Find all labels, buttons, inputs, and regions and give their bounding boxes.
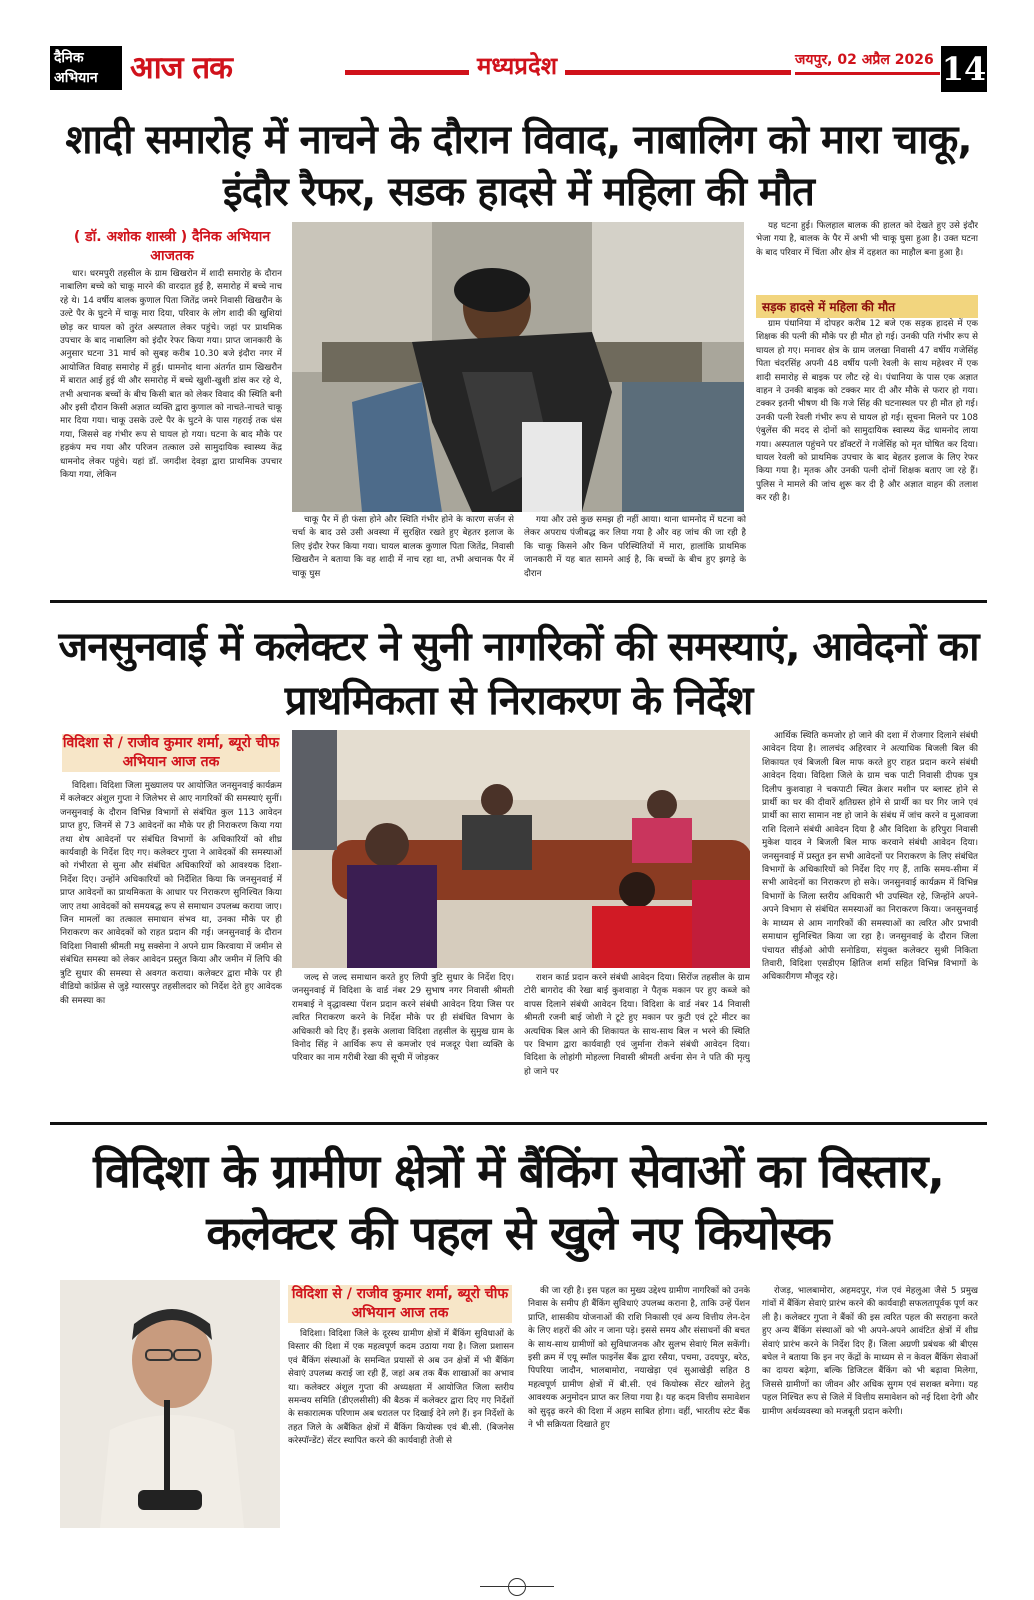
story1-col2-text: चाकू पैर में ही फंसा होने और स्थिति गंभीर होने के कारण सर्जन से चर्चा के बाद उसे उसी अवस्था में सुरक्षित रखते हुए बेहतर इलाज के लिए इंदौर रेफर किया गया। घायल बालक कुणाल पिता जितेंद्र, निवासी खिखरौन ने बताया कि वह शादी में नाच रहा था, तभी अचानक पैर में चाकू घुस (292, 515, 514, 579)
dateline: जयपुर, 02 अप्रैल 2026 (795, 52, 934, 68)
story2-col1-text: विदिशा। विदिशा जिला मुख्यालय पर आयोजित जनसुनवाई कार्यक्रम में कलेक्टर अंशुल गुप्ता ने जिलेभर से आए नागरिकों की समस्याएं सुनीं। जनसुनवाई के दौरान विभिन्न विभागों से संबंधित कुल 113 आवेदन प्राप्त हुए, जिनमें से 73 आवेदनों का मौके पर ही निराकरण किया गया तथा शेष आवेदनों पर संबंधित विभागों के अधिकारियों को शीघ्र कार्यवाही के निर्देश दिए गए। कलेक्टर गुप्ता ने आवेदकों की समस्याओं को गंभीरता से सुना और संबंधित अधिकारियों को आवश्यक दिशा-निर्देश दिए। उन्होंने अधिकारियों को निर्देशित किया कि जनसुनवाई में प्राप्त आवेदनों का प्राथमिकता के आधार पर निराकरण सुनिश्चित किया जाए तथा आवेदकों को समयबद्ध रूप से समाधान उपलब्ध कराया जाए। जिन मामलों का तत्काल समाधान संभव था, उनका मौके पर ही निराकरण कर आवेदकों को राहत प्रदान की गई। जनसुनवाई के दौरान विदिशा निवासी श्रीमती मधु सक्सेना ने अपने ग्राम किरवाया में जमीन से संबंधित समस्या को लेकर आवेदन प्रस्तुत किया और जमीन में लिपि की त्रुटि सुधार की समस्या से अवगत कराया। कलेक्टर द्वारा मौके पर ही वीडियो कांफ्रेंस से जुड़े ग्यारसपुर तहसीलदार को निर्देश देते हुए आवेदक की समस्या का (60, 781, 282, 1006)
registration-mark-icon (508, 1578, 526, 1596)
story2-column-2 (292, 972, 514, 1114)
story1-subhead: सड़क हादसे में महिला की मौत (756, 295, 978, 318)
hospital-photo-illustration (292, 222, 744, 512)
dateline-rule (795, 72, 940, 75)
section-divider-1 (50, 600, 987, 603)
story2-column-3 (524, 972, 750, 1114)
story2-column-4 (762, 730, 978, 1114)
story2-col2-text: जल्द से जल्द समाधान करते हुए लिपी त्रुटि सुधार के निर्देश दिए। जनसुनवाई में विदिशा के वार्ड नंबर 29 सुभाष नगर निवासी श्रीमती रामबाई ने वृद्धावस्था पेंशन प्रदान करने संबंधी आवेदन दिया जिस पर त्वरित निराकरण करने के निर्देश मौके पर ही संबंधित विभाग के अधिकारी को दिए हैं। इसके अलावा विदिशा तहसील के सुमुख ग्राम के विनोद सिंह ने आर्थिक रूप से कमजोर एवं मजदूर पेशा व्यक्ति के परिवार का नाम गरीबी रेखा की सूची में जोड़कर (292, 973, 514, 1064)
story3-column-3 (762, 1285, 978, 1568)
story1-col4b-text: ग्राम पंधानिया में दोपहर करीब 12 बजे एक सड़क हादसे में एक शिक्षक की पत्नी की मौके पर ही मौत हो गई। उनकी पति गंभीर रूप से घायल हो गए। मनावर क्षेत्र के ग्राम जलखा निवासी 47 वर्षीय गजेसिंह पिता चंदरसिंह अपनी 48 वर्षीय पत्नी रेवली के साथ महेश्वर में एक शादी समारोह से बाइक पर लौट रहे थे। पंधानिया के पास एक अज्ञात वाहन ने उनकी बाइक को टक्कर मार दी और मौके से फरार हो गया। टक्कर इतनी भीषण थी कि गजे सिंह की घटनास्थल पर ही मौत हो गई। उनकी पत्नी रेवली गंभीर रूप से घायल हो गई। सूचना मिलने पर 108 एंबुलेंस की मदद से दोनों को सामुदायिक स्वास्थ्य केंद्र धामनोद लाया गया। अस्पताल पहुंचने पर डॉक्टरों ने गजेसिंह को मृत घोषित कर दिया। घायल रेवली को प्राथमिक उपचार के बाद बेहतर इलाज के लिए रेफर किया गया है। मृतक और उनकी पत्नी दोनों शिक्षक बताए जा रहे हैं। पुलिस ने मामले की जांच शुरू कर दी है और अज्ञात वाहन की तलाश कर रही है। (756, 319, 978, 504)
story1-col3-text: गया और उसे कुछ समझ ही नहीं आया। थाना धामनोद में घटना को लेकर अपराध पंजीबद्ध कर लिया गया है और वह जांच की जा रही है कि चाकू किसने और किन परिस्थितियों में मारा, हालांकि प्राथमिक जानकारी में यह बात सामने आई है, कि बच्चों के बीच हुए झगड़े के दौरान (524, 515, 746, 579)
masthead-rule (345, 70, 791, 75)
story3-byline: विदिशा से / राजीव कुमार शर्मा, ब्यूरो चीफ अभियान आज तक (288, 1285, 512, 1323)
masthead (50, 46, 987, 92)
story1-column-4b (756, 318, 978, 594)
story2-col4-text: आर्थिक स्थिति कमजोर हो जाने की दशा में रोजगार दिलाने संबंधी आवेदन दिया है। लालचंद अहिरवार ने अत्याधिक बिजली बिल की शिकायत एवं बिजली बिल माफ करते हुए राहत प्रदान करने संबंधी आवेदन दिया। विदिशा जिले के ग्राम चक पाटी निवासी दीपक पुत्र दिलीप कुशवाहा ने चकपाटी स्थित क्रेशर मशीन पर ब्लास्ट होने से प्रार्थी का घर की दीवारें क्षतिग्रस्त होने से प्रार्थी का घर गिर जाने एवं प्रार्थी का सारा सामान नष्ट हो जाने के संबंध में जांच करने व मुआवजा राशि दिलाने संबंधी आवेदन दिया है और विदिशा के हरिपुरा निवासी मुकेश यादव ने बिजली बिल माफ करवाने संबंधी आवेदन दिया। जनसुनवाई में प्रस्तुत इन सभी आवेदनों पर निराकरण के लिए संबंधित विभागों के अधिकारियों को निर्देश दिए गए हैं, ताकि समय-सीमा में सभी आवेदनों का निराकरण हो सके। जनसुनवाई कार्यक्रम में विभिन्न विभागों के जिला स्तरीय अधिकारी भी उपस्थित रहे, जिन्होंने अपने-अपने विभाग से संबंधित समस्याओं का निराकरण किया। जनसुनवाई के माध्यम से आम नागरिकों की समस्याओं का त्वरित और प्रभावी समाधान सुनिश्चित किया जा रहा है। जनसुनवाई के दौरान जिला पंचायत सीईओ ओपी सनोडिया, संयुक्त कलेक्टर सुश्री निकिता तिवारी, विदिशा एसडीएम क्षितिज शर्मा सहित विभिन्न विभागों के अधिकारीगण मौजूद रहे। (762, 731, 978, 983)
story2-column-1 (60, 780, 282, 1114)
story3-photo (60, 1280, 280, 1528)
story3-column-1 (288, 1328, 514, 1568)
story3-col3-text: रोजड़, भालबामोरा, अहमदपुर, गंज एवं मेहलुआ जैसे 5 प्रमुख गांवों में बैंकिंग सेवाएं प्रारंभ करने की कार्यवाही सफलतापूर्वक पूर्ण कर ली है। कलेक्टर गुप्ता ने बैंकों की इस त्वरित पहल की सराहना करते हुए अन्य बैंकिंग संस्थाओं को भी अपने-अपने आवंटित क्षेत्रों में शीघ्र सेवाएं प्रारंभ करने के निर्देश दिए हैं। जिला अग्रणी प्रबंधक श्री बीएस बघेल ने बताया कि इन नए केंद्रों के माध्यम से न केवल बैंकिंग सेवाओं का दायरा बढ़ेगा, बल्कि डिजिटल बैंकिंग को भी बढ़ावा मिलेगा, जिससे ग्रामीणों का जीवन और अधिक सुगम एवं सशक्त बनेगा। यह पहल निश्चित रूप से जिले में वित्तीय समावेशन को नई दिशा देगी और ग्रामीण अर्थव्यवस्था को मजबूती प्रदान करेगी। (762, 1286, 978, 1417)
story2-byline: विदिशा से / राजीव कुमार शर्मा, ब्यूरो चीफ अभियान आज तक (62, 735, 280, 770)
brand-logo-main: आज तक (130, 50, 232, 86)
story1-headline: शादी समारोह में नाचने के दौरान विवाद, नाबालिग को मारा चाकू, इंदौर रैफर, सडक हादसे में महिला की मौत (65, 117, 972, 215)
story1-col4-text: यह घटना हुई। फिलहाल बालक की हालत को देखते हुए उसे इंदौर भेजा गया है, बालक के पैर में अभी भी चाकू घुसा हुआ है। उक्त घटना के बाद परिवार में चिंता और क्षेत्र में दहशत का माहौल बना हुआ है। (756, 221, 978, 258)
story1-column-4 (756, 220, 978, 294)
story1-column-1 (60, 268, 282, 594)
story2-col3-text: राशन कार्ड प्रदान करने संबंधी आवेदन दिया। सिरोंज तहसील के ग्राम टोरी बागरोद की रेखा बाई कुशवाहा ने पैतृक मकान पर हुए कब्जे को वापस दिलाने संबंधी आवेदन दिया। विदिशा के वार्ड नंबर 14 निवासी श्रीमती रजनी बाई जोशी ने टूटे हुए मकान पर कुटी एवं टूटे मीटर का अत्यधिक बिल आने की शिकायत के साथ-साथ बिल न भरने की स्थिति पर विभाग द्वारा कार्यवाही एवं जुर्माना रोकने संबंधी आवेदन दिया। विदिशा के लोहांगी मोहल्ला निवासी श्रीमती अर्चना सेन ने पति की मृत्यु हो जाने पर (524, 973, 750, 1077)
story3-col2-text: की जा रही है। इस पहल का मुख्य उद्देश्य ग्रामीण नागरिकों को उनके निवास के समीप ही बैंकिंग सुविधाएं उपलब्ध कराना है, ताकि उन्हें पेंशन प्राप्ति, शासकीय योजनाओं की राशि निकासी एवं अन्य वित्तीय लेन-देन के लिए शहरों की ओर न जाना पड़े। इससे समय और संसाधनों की बचत के साथ-साथ ग्रामीणों को सुविधाजनक और सुलभ सेवाएं मिल सकेंगी। इसी क्रम में एयू स्मॉल फाइनेंस बैंक द्वारा रसैया, पचमा, उदयपुर, बरेठ, पिपरिया जादौन, भालबामोरा, नयाखेड़ा एवं सुआखेड़ी सहित 8 महत्वपूर्ण ग्रामीण क्षेत्रों में बी.सी. एवं कियोस्क सेंटर खोलने हेतु आवश्यक अनुमोदन प्राप्त कर लिया गया है। यह कदम वित्तीय समावेशन को सुदृढ़ करने की दिशा में अहम साबित होगा। वहीं, भारतीय स्टेट बैंक ने भी सक्रियता दिखाते हुए (528, 1286, 750, 1431)
brand-logo-small: दैनिक अभियान (50, 46, 122, 90)
collector-photo-illustration (60, 1280, 280, 1528)
story3-headline: विदिशा के ग्रामीण क्षेत्रों में बैंकिंग सेवाओं का विस्तार, कलेक्टर की पहल से खुले नए कियोस्क (93, 1144, 944, 1260)
story1-photo (292, 222, 744, 512)
story2-photo (292, 730, 750, 968)
story1-column-3 (524, 514, 746, 594)
story1-byline: ( डॉ. अशोक शास्त्री ) दैनिक अभियान आजतक (73, 229, 271, 264)
story2-headline: जनसुनवाई में कलेक्टर ने सुनी नागरिकों की समस्याएं, आवेदनों का प्राथमिकता से निराकरण के निर्देश (58, 624, 979, 724)
section-title: मध्यप्रदेश (469, 49, 565, 82)
meeting-photo-illustration (292, 730, 750, 968)
page-number: 14 (941, 46, 987, 92)
section-divider-2 (50, 1122, 987, 1125)
story1-column-2 (292, 514, 514, 594)
story3-col1-text: विदिशा। विदिशा जिले के दूरस्थ ग्रामीण क्षेत्रों में बैंकिंग सुविधाओं के विस्तार की दिशा में एक महत्वपूर्ण कदम उठाया गया है। जिला प्रशासन एवं बैंकिंग संस्थाओं के समन्वित प्रयासों से अब उन क्षेत्रों में भी बैंकिंग सेवाएं उपलब्ध कराई जा रही हैं, जहां अब तक बैंक शाखाओं का अभाव था। कलेक्टर अंशुल गुप्ता की अध्यक्षता में आयोजित जिला स्तरीय समन्वय समिति (डीएलसीसी) की बैठक में कलेक्टर द्वारा दिए गए निर्देशों के सकारात्मक परिणाम अब धरातल पर दिखाई देने लगे हैं। इन निर्देशों के तहत जिले के अबैंकित क्षेत्रों में बैंकिंग कियोस्क एवं बी.सी. (बिजनेस करेस्पॉन्डेंट) सेंटर स्थापित करने की कार्यवाही तेजी से (288, 1329, 514, 1447)
story1-col1-text: धार। धरमपुरी तहसील के ग्राम खिखरोन में शादी समारोह के दौरान नाबालिग बच्चे को चाकू मारने की वारदात हुई है, समारोह में बच्चे नाच रहे थे। 14 वर्षीय बालक कुणाल पिता जितेंद्र जमरे निवासी खिखरौन के उल्टे पैर के घुटने में चाकू मारा दिया, परिवार के लोग शादी की खुशियां छोड़ कर घायल को तुरंत अस्पताल लेकर पहुंचे। जहां पर प्राथमिक उपचार के बाद नाबालिग को इंदौर रेफर किया गया। प्राप्त जानकारी के अनुसार घटना 31 मार्च को सुबह करीब 10.30 बजे इंदौरा नगर में आयोजित विवाह समारोह में हुई। धामनोद थाना अंतर्गत ग्राम खिखरौन में बारात आई हुई थी और समारोह में बच्चे खुशी-खुशी डांस कर रहे थे, तभी अचानक बच्चों के बीच किसी बात को लेकर विवाद की स्थिति बनी और इसी दौरान किसी अज्ञात व्यक्ति द्वारा कुणाल को नाचते-नाचते चाकू मार दिया गया। चाकू उसके उल्टे पैर के घुटने के पास गहराई तक धंस गया, जिससे वह गंभीर रूप से घायल हो गया। घटना के बाद मौके पर हड़कंप मच गया और परिजन तत्काल उसे सामुदायिक स्वास्थ्य केंद्र धामनोद लेकर पहुंचे। यहां डॉ. जगदीश देवड़ा द्वारा प्राथमिक उपचार किया गया, लेकिन (60, 269, 282, 481)
story3-column-2 (528, 1285, 750, 1568)
